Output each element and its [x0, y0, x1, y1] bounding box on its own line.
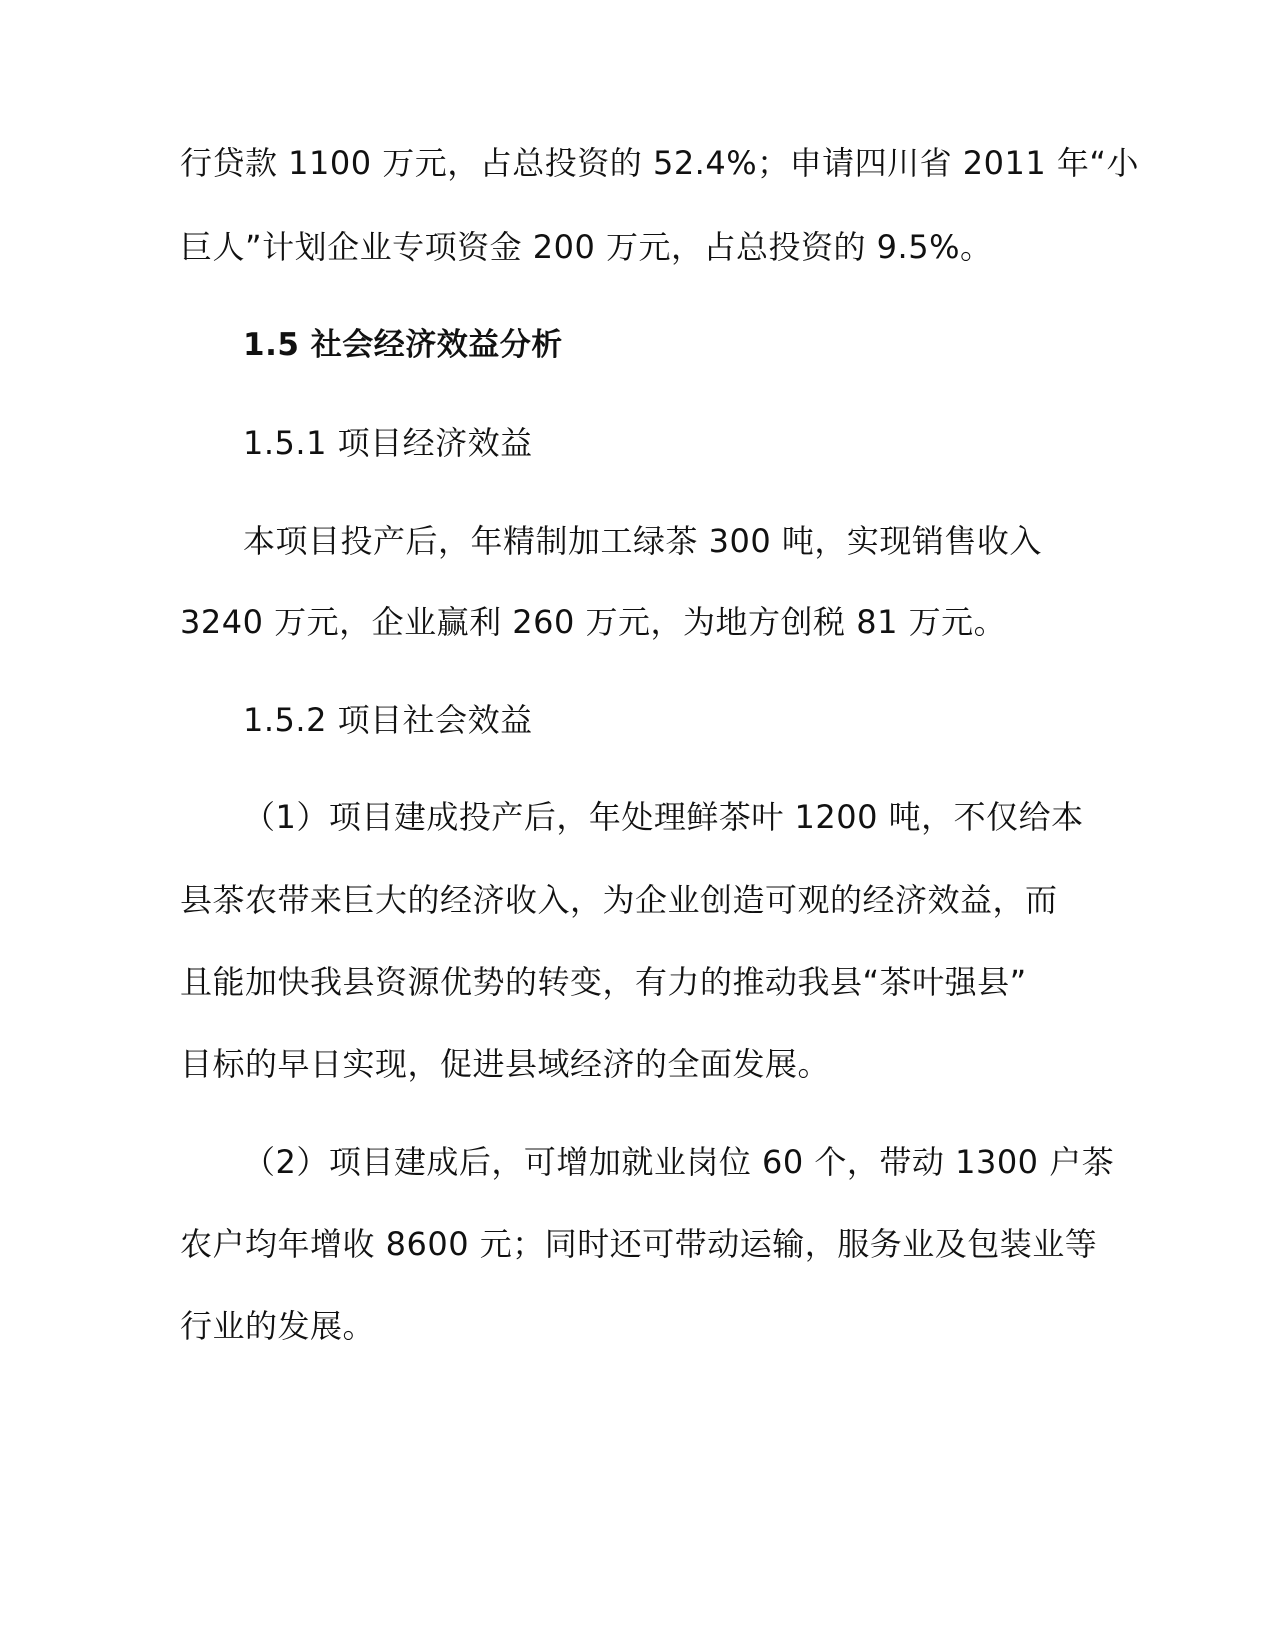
- paragraph-line: 农户均年增收 8600 元；同时还可带动运输，服务业及包装业等: [180, 1225, 1098, 1263]
- paragraph-line: 县茶农带来巨大的经济收入，为企业创造可观的经济效益，而: [180, 881, 1058, 919]
- subsection-heading: 1.5.1 项目经济效益: [243, 424, 533, 462]
- subsection-heading: 1.5.2 项目社会效益: [243, 701, 533, 739]
- section-heading: 1.5 社会经济效益分析: [243, 327, 563, 363]
- paragraph-line: 3240 万元，企业赢利 260 万元，为地方创税 81 万元。: [180, 603, 1007, 641]
- paragraph-line: 且能加快我县资源优势的转变，有力的推动我县“茶叶强县”: [180, 963, 1027, 1001]
- paragraph-line: 行业的发展。: [180, 1307, 376, 1345]
- paragraph-line: 巨人”计划企业专项资金 200 万元，占总投资的 9.5%。: [180, 228, 993, 266]
- paragraph-line: 目标的早日实现，促进县域经济的全面发展。: [180, 1045, 831, 1083]
- paragraph-line: 本项目投产后，年精制加工绿茶 300 吨，实现销售收入: [243, 522, 1042, 560]
- paragraph-line: 行贷款 1100 万元，占总投资的 52.4%；申请四川省 2011 年“小: [180, 144, 1139, 182]
- paragraph-line: （1）项目建成投产后，年处理鲜茶叶 1200 吨，不仅给本: [243, 798, 1084, 836]
- paragraph-line: （2）项目建成后，可增加就业岗位 60 个，带动 1300 户茶: [243, 1143, 1115, 1181]
